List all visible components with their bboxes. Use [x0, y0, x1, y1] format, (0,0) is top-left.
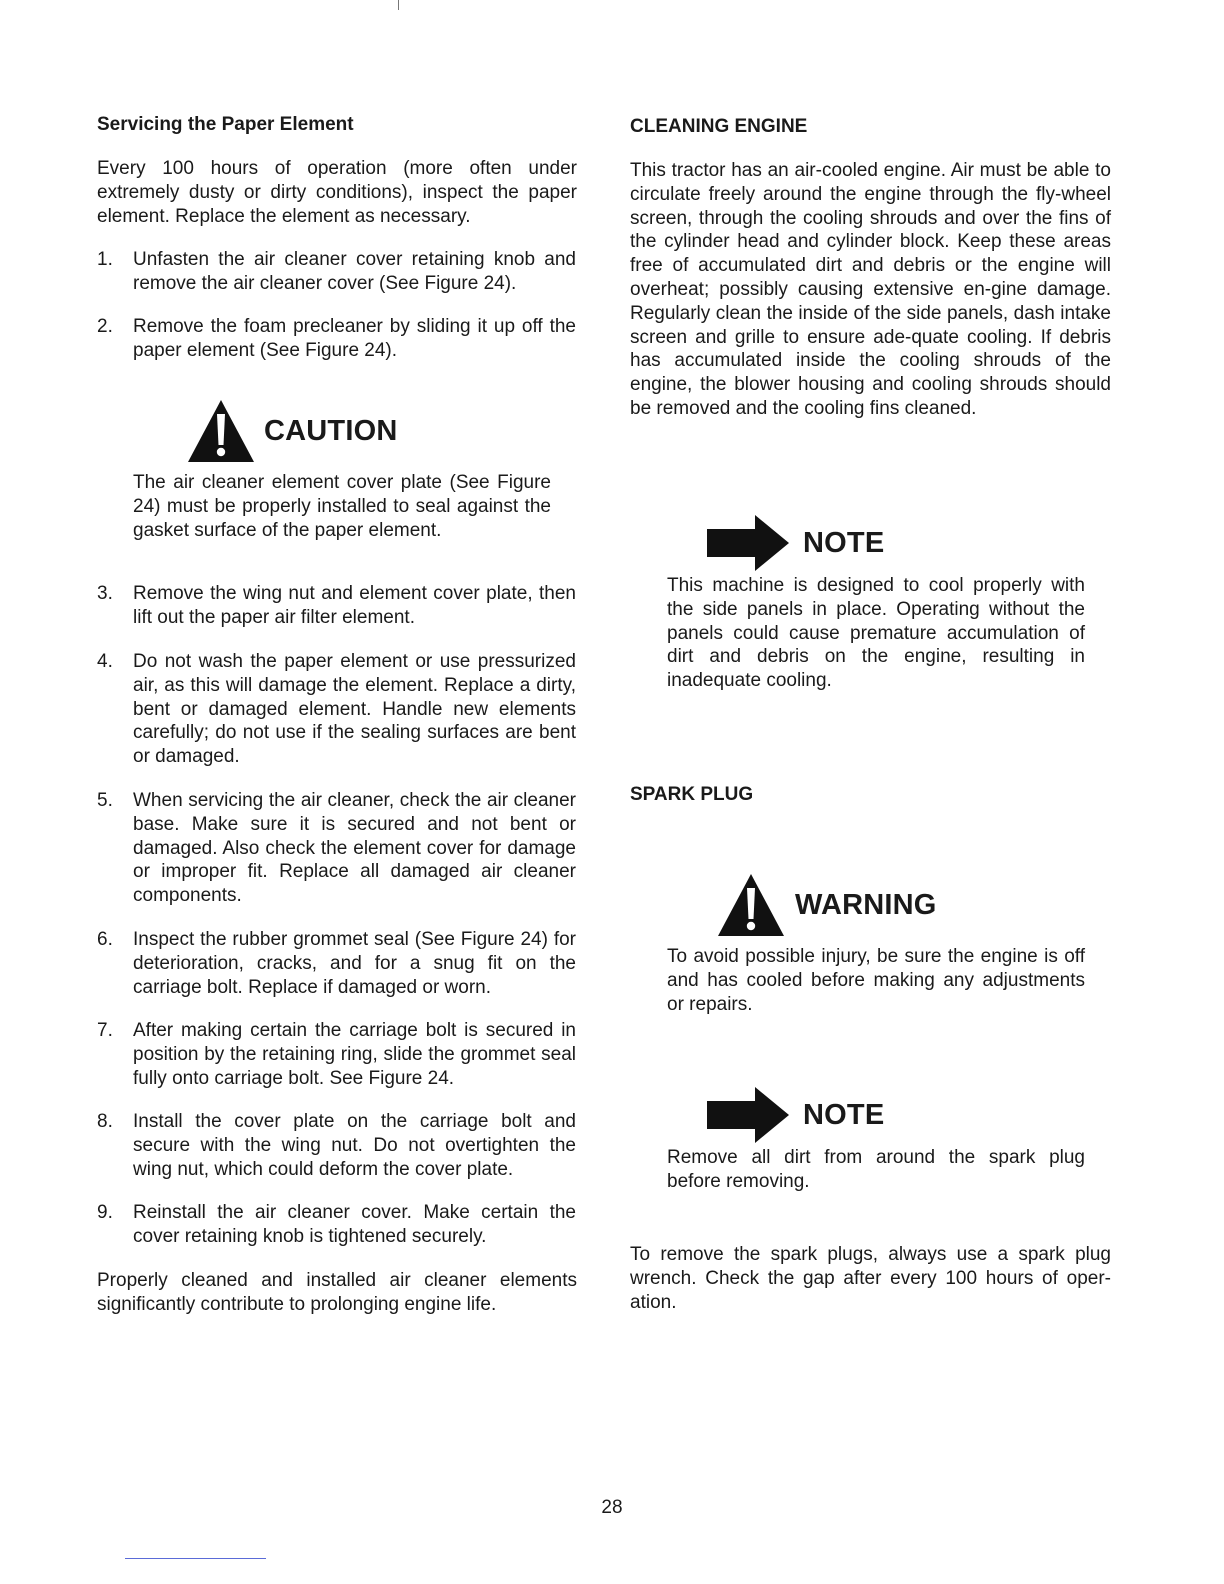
warning-text: To avoid possible injury, be sure the engine is off and has cooled before making any adjustments or repairs.: [667, 946, 1085, 1015]
section-title-paper-element: Servicing the Paper Element: [97, 114, 354, 135]
arrow-right-icon: [707, 1087, 791, 1143]
cleaning-engine-paragraph: This tractor has an air-cooled engine. Air must be able to circulate freely around the engine through the fly-wheel screen, through the cooling shrouds and over the fins of the cylinder head and cylinder block. Keep these areas free of accumulated dirt and debris or the engine will overheat; possibly causing extensive en-gine damage. Regularly clean the inside of the side panels, dash intake screen and grille to ensure ade-quate cooling. If debris has accumulated inside the cooling shrouds of the engine, the blower housing and cooling shrouds should be removed and the cooling fins cleaned.: [630, 160, 1111, 419]
note-text: Remove all dirt from around the spark plug before removing.: [667, 1147, 1085, 1192]
spark-plug-paragraph: To remove the spark plugs, always use a spark plug wrench. Check the gap after every 100 hours of oper-ation.: [630, 1244, 1111, 1313]
note-title: NOTE: [803, 1098, 885, 1131]
section-title-cleaning-engine: CLEANING ENGINE: [630, 116, 808, 137]
section-title-spark-plug: SPARK PLUG: [630, 784, 754, 805]
warning-triangle-icon: [186, 398, 256, 464]
note-callout-header: [707, 515, 884, 571]
warning-callout-header: [716, 872, 937, 938]
note-text: This machine is designed to cool properly with the side panels in place. Operating without the panels could cause premature accumulation of dirt and debris on the engine, resulting in inadequate cooling.: [667, 575, 1085, 692]
page-number: 28: [601, 1497, 623, 1518]
warning-triangle-icon: [716, 872, 786, 938]
caution-callout-header: [186, 398, 398, 464]
note-title: NOTE: [803, 526, 885, 559]
closing-paragraph: Properly cleaned and installed air cleaner elements significantly contribute to prolonging engine life.: [97, 1270, 577, 1315]
scan-mark: [398, 0, 399, 10]
caution-title: CAUTION: [264, 414, 398, 447]
caution-text: The air cleaner element cover plate (See Figure 24) must be properly installed to seal against the gasket surface of the paper element.: [133, 472, 551, 541]
warning-title: WARNING: [795, 888, 937, 921]
bottom-rule: [125, 1558, 266, 1559]
intro-paragraph: Every 100 hours of operation (more often under extremely dusty or dirty conditions), inspect the paper element. Replace the element as necessary.: [97, 158, 577, 227]
note-callout-header: [707, 1087, 884, 1143]
arrow-right-icon: [707, 515, 791, 571]
